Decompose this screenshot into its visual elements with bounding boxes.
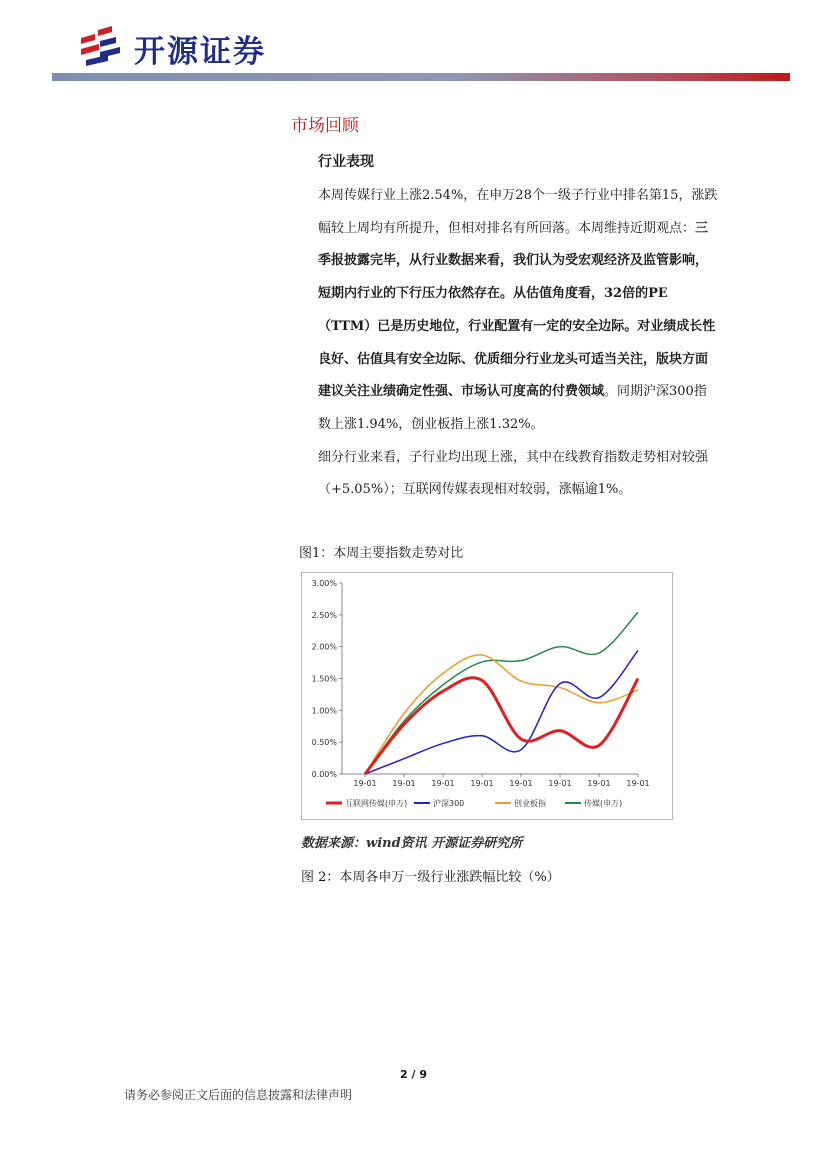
- paragraph-1-bold: 三季报披露完毕，从行业数据来看，我们认为受宏观经济及监管影响，短期内行业的下行压力依然存在。从估值角度看，32倍的PE（TTM）已是历史地位，行业配置有一定的安全边际。对业绩成长性良好、估值具有安全边际、优质细分行业龙头可适当关注，版块方面建议关注业绩确定性强、市场认可度高的付费领域: [318, 220, 716, 400]
- legend-label: 互联网传媒(申万): [345, 799, 408, 808]
- y-tick-label: 2.50%: [311, 610, 337, 620]
- logo-icon: [78, 24, 128, 66]
- x-tick-label: 19-01: [353, 779, 377, 788]
- sub-title: 行业表现: [318, 154, 374, 170]
- y-tick-label: 1.00%: [311, 706, 337, 716]
- y-tick-label: 2.00%: [311, 642, 337, 652]
- series-line-4: [365, 612, 638, 774]
- figure-1-caption: 图1：本周主要指数走势对比: [299, 546, 464, 561]
- data-source: 数据来源：wind资讯 开源证券研究所: [301, 836, 523, 851]
- paragraph-1-intro: 本周传媒行业上涨2.54%，在申万28个一级子行业中排名第15，涨跌幅较上周均有所提升，但相对排名有所回落。本周维持近期观点：: [318, 188, 718, 236]
- line-chart: [302, 573, 672, 819]
- series-line-3: [365, 655, 638, 774]
- legend-label: 沪深300: [433, 799, 465, 808]
- legend-label: 传媒(申万): [584, 799, 623, 808]
- x-tick-label: 19-01: [548, 779, 572, 788]
- paragraph-1-tail: 。同期沪深300指数上涨1.94%，创业板指上涨1.32%。: [318, 384, 707, 432]
- series-line-1: [365, 678, 638, 774]
- x-tick-label: 19-01: [470, 779, 494, 788]
- y-tick-label: 1.50%: [311, 674, 337, 684]
- x-tick-label: 19-01: [431, 779, 455, 788]
- paragraph-2: 细分行业来看，子行业均出现上涨，其中在线教育指数走势相对较强（+5.05%）；互联网传媒表现相对较弱，涨幅逾1%。: [318, 449, 709, 498]
- y-tick-label: 3.00%: [311, 579, 337, 588]
- y-tick-label: 0.00%: [311, 770, 337, 779]
- x-tick-label: 19-01: [392, 779, 416, 788]
- body-text: [318, 180, 718, 507]
- header-divider: [52, 73, 790, 81]
- x-tick-label: 19-01: [587, 779, 611, 788]
- paragraph-1: [318, 180, 718, 442]
- x-tick-label: 19-01: [509, 779, 533, 788]
- chart-container: [301, 572, 673, 820]
- x-tick-label: 19-01: [626, 779, 650, 788]
- y-tick-label: 0.50%: [311, 738, 337, 748]
- figure-2-caption: 图 2：本周各申万一级行业涨跌幅比较（%）: [301, 870, 560, 885]
- section-title: 市场回顾: [291, 116, 359, 136]
- page-number: 2 / 9: [400, 1068, 427, 1081]
- legend-label: 创业板指: [514, 799, 546, 808]
- brand-name: 开源证券: [134, 34, 266, 70]
- footer-disclaimer: 请务必参阅正文后面的信息披露和法律声明: [124, 1088, 353, 1102]
